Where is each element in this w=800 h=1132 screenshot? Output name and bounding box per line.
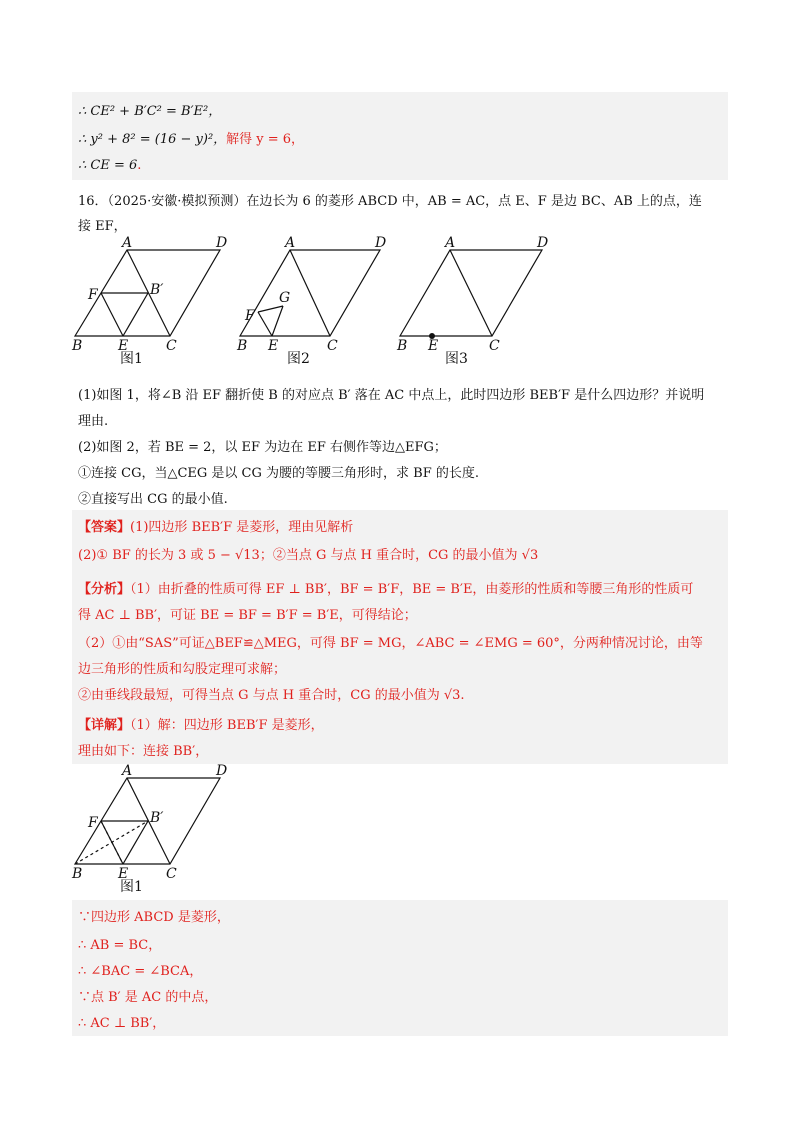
- question-line-2: 接 EF，: [78, 219, 127, 234]
- segment-eb-prime: [123, 293, 148, 336]
- answer-line-1: [78, 516, 353, 535]
- fig4-label-a: A: [122, 763, 133, 779]
- top-line-3-eq: ∴ CE = 6: [78, 158, 138, 173]
- segment-fe: [258, 312, 272, 336]
- fig4-label-b-prime: B′: [150, 810, 164, 826]
- fig4-label-f: F: [88, 815, 98, 831]
- fig4-label-c: C: [166, 866, 177, 882]
- fig4-label-e: E: [118, 866, 129, 882]
- top-line-3-dot: .: [137, 158, 142, 173]
- fig1-caption: 图1: [120, 351, 143, 367]
- fig3-label-e: E: [428, 338, 439, 354]
- fig2-label-f: F: [245, 308, 255, 324]
- fig1-label-d: D: [216, 235, 228, 251]
- fig1-label-b: B: [72, 338, 83, 354]
- fig3-label-d: D: [537, 235, 549, 251]
- analysis-text-1: （1）由折叠的性质可得 EF ⊥ BB′，BF = B′F，BE = B′E，由菱形的性质和等腰三角形的性质可: [130, 582, 694, 597]
- segment-fg: [258, 306, 283, 312]
- fig4-label-d: D: [216, 763, 228, 779]
- figure-3: [395, 236, 547, 368]
- fig1-label-e: E: [118, 338, 129, 354]
- diagonal-ac: [450, 250, 492, 336]
- fig2-label-a: A: [285, 235, 296, 251]
- question-part-2: (2)如图 2，若 BE = 2，以 EF 为边在 EF 右侧作等边△EFG；: [78, 440, 447, 455]
- fig2-label-g: G: [279, 290, 291, 306]
- proof-line-5: ∴ AC ⊥ BB′，: [78, 1016, 166, 1031]
- segment-fe: [101, 293, 123, 336]
- top-line-3: [78, 158, 141, 173]
- analysis-line-4: 边三角形的性质和勾股定理可求解；: [78, 662, 287, 677]
- answer-part-1: (1)四边形 BEB′F 是菱形，理由见解析: [130, 520, 354, 535]
- top-line-2-result: 解得 y = 6，: [226, 132, 305, 147]
- figure-4: [70, 764, 230, 898]
- fig1-label-b-prime: B′: [150, 282, 164, 298]
- fig1-label-c: C: [166, 338, 177, 354]
- fig2-label-e: E: [268, 338, 279, 354]
- segment-eg: [272, 306, 283, 336]
- question-line-1: 16．（2025·安徽·模拟预测）在边长为 6 的菱形 ABCD 中，AB = AC，点 E、F 是边 BC、AB 上的点，连: [78, 194, 702, 209]
- fig1-label-f: F: [88, 287, 98, 303]
- detail-line-2: 理由如下：连接 BB′，: [78, 744, 209, 759]
- fig3-caption: 图3: [445, 351, 468, 367]
- figure-2: [235, 236, 385, 368]
- analysis-line-5: ②由垂线段最短，可得当点 G 与点 H 重合时，CG 的最小值为 √3.: [78, 688, 465, 703]
- top-line-1: ∴ CE² + B′C² = B′E²，: [78, 104, 222, 119]
- fig4-label-b: B: [72, 866, 83, 882]
- fig2-label-d: D: [375, 235, 387, 251]
- fig3-label-c: C: [489, 338, 500, 354]
- detail-line-1: [78, 714, 324, 733]
- diagonal-ac: [290, 250, 330, 336]
- answer-part-2: (2)① BF 的长为 3 或 5 − √13；②当点 G 与点 H 重合时，CG 的最小值为 √3: [78, 548, 539, 563]
- answer-label: 【答案】: [78, 520, 131, 535]
- proof-line-1: ∵四边形 ABCD 是菱形，: [78, 910, 230, 925]
- analysis-line-2: 得 AC ⊥ BB′，可证 BE = BF = B′F = B′E，可得结论；: [78, 608, 417, 623]
- top-line-2-eq: ∴ y² + 8² = (16 − y)²，: [78, 132, 227, 147]
- question-part-2-ii: ②直接写出 CG 的最小值.: [78, 492, 228, 507]
- top-line-2: [78, 128, 304, 147]
- fig2-label-b: B: [237, 338, 248, 354]
- question-part-2-i: ①连接 CG，当△CEG 是以 CG 为腰的等腰三角形时，求 BF 的长度.: [78, 466, 479, 481]
- proof-line-2: ∴ AB = BC，: [78, 938, 162, 953]
- fig2-label-c: C: [327, 338, 338, 354]
- detail-label: 【详解】: [78, 718, 131, 733]
- figure-1: [70, 236, 230, 368]
- fig3-label-b: B: [397, 338, 408, 354]
- analysis-line-1: [78, 578, 693, 597]
- question-part-1-line-1: (1)如图 1，将∠B 沿 EF 翻折使 B 的对应点 B′ 落在 AC 中点上，此时四边形 BEB′F 是什么四边形？并说明: [78, 388, 705, 403]
- fig2-caption: 图2: [287, 351, 310, 367]
- question-part-1-line-2: 理由.: [78, 414, 109, 429]
- proof-line-3: ∴ ∠BAC = ∠BCA，: [78, 964, 203, 979]
- fig1-label-a: A: [122, 235, 133, 251]
- analysis-label: 【分析】: [78, 582, 131, 597]
- proof-line-4: ∵点 B′ 是 AC 的中点，: [78, 990, 218, 1005]
- fig4-caption: 图1: [120, 879, 143, 895]
- fig3-label-a: A: [445, 235, 456, 251]
- detail-text-1: （1）解：四边形 BEB′F 是菱形，: [130, 718, 324, 733]
- analysis-line-3: （2）①由“SAS”可证△BEF≌△MEG，可得 BF = MG，∠ABC = ∠EMG = 60°，分两种情况讨论，由等: [78, 636, 703, 651]
